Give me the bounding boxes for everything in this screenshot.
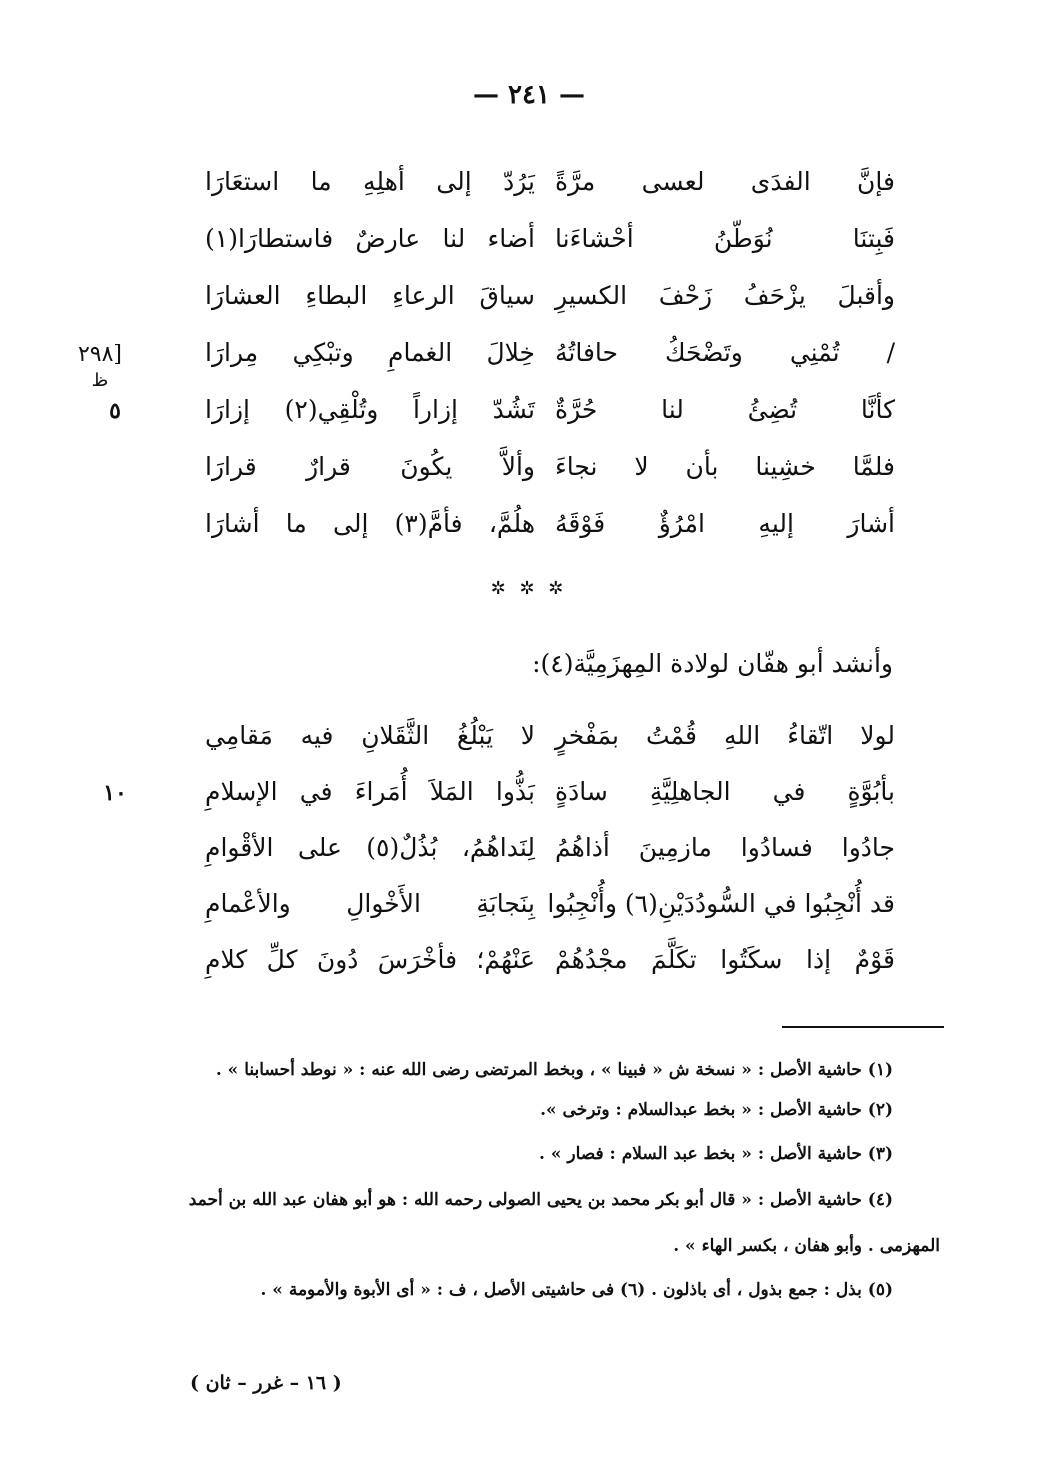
verse-1-first-hemistich: فإنَّ الفدَى لعسى مرَّةً bbox=[555, 167, 895, 196]
folio-number: [٢٩٨ bbox=[77, 342, 123, 367]
page-number: — ٢٤١ — bbox=[472, 80, 586, 110]
verse-9 bbox=[205, 768, 895, 816]
verse-7-first-hemistich: أشارَ إليهِ امْرُؤٌ فَوْقَهُ bbox=[555, 509, 895, 538]
verse-7-second-hemistich: هلُمَّ، فأمَّ(٣) إلى ما أشارَا bbox=[205, 509, 536, 538]
footnote-5-6: (٥) بذل : جمع بذول ، أى باذلون . (٦) فى حاشيتى الأصل ، ف : « أى الأبوة والأمومة » . bbox=[260, 1280, 893, 1300]
footnote-4-continuation: المهزمى . وأبو هفان ، بكسر الهاء » . bbox=[673, 1236, 940, 1256]
line-number-10: ١٠ bbox=[103, 780, 127, 806]
verse-4 bbox=[205, 329, 895, 377]
poem-introduction: وأنشد أبو هفّان لولادة المِهزَمِيَّة(٤): bbox=[532, 649, 893, 678]
verse-11 bbox=[205, 880, 895, 928]
footnote-3: (٣) حاشية الأصل : « بخط عبد السلام : فصار » . bbox=[539, 1144, 893, 1164]
verse-8-second-hemistich: لا يَبْلُغُ الثَّقَلانِ فيه مَقامِي bbox=[205, 721, 535, 750]
verse-10 bbox=[205, 824, 895, 872]
printer-signature: ( ١٦ – غرر – ثان ) bbox=[190, 1372, 342, 1394]
verse-10-second-hemistich: لِنَداهُمُ، بُذُلٌ(٥) على الأقْوامِ bbox=[205, 833, 535, 862]
line-number-5: ٥ bbox=[109, 398, 121, 424]
verse-4-second-hemistich: خِلالَ الغمامِ وتبْكِي مِرارَا bbox=[205, 338, 535, 367]
verse-5-first-hemistich: كأنَّا تُضِئُ لنا حُرَّةٌ bbox=[555, 395, 895, 424]
verse-11-first-hemistich: قد أُنْجِبُوا في السُّودُدَيْنِ(٦) وأُنْجِبُوا bbox=[547, 889, 895, 918]
verse-8 bbox=[205, 712, 895, 760]
footnote-1: (١) حاشية الأصل : « نسخة ش « فبينا » ، وبخط المرتضى رضى الله عنه : « نوطد أحسابنا » . bbox=[215, 1060, 893, 1080]
verse-3 bbox=[205, 272, 895, 320]
footnote-2: (٢) حاشية الأصل : « بخط عبدالسلام : وترخى ». bbox=[540, 1100, 893, 1120]
footnote-divider bbox=[782, 1026, 944, 1028]
verse-9-second-hemistich: بَذُّوا المَلاَ أُمَراءَ في الإسلامِ bbox=[205, 777, 535, 806]
verse-10-first-hemistich: جادُوا فسادُوا مازمِينَ أذاهُمُ bbox=[555, 833, 895, 862]
verse-8-first-hemistich: لولا اتّقاءُ اللهِ قُمْتُ بمَفْخرٍ bbox=[555, 721, 895, 750]
verse-3-second-hemistich: سياقَ الرعاءِ البطاءِ العشارَا bbox=[205, 281, 535, 310]
footnote-4: (٤) حاشية الأصل : « قال أبو بكر محمد بن يحيى الصولى رحمه الله : هو أبو هفان عبد الله بن أحمد bbox=[188, 1190, 893, 1210]
verse-11-second-hemistich: بِنَجابَةِ الأَخْوالِ والأعْمامِ bbox=[205, 889, 535, 918]
folio-reference bbox=[55, 342, 145, 394]
verse-1-second-hemistich: يَرُدّ إلى أهلِهِ ما استعَارَا bbox=[205, 167, 535, 196]
verse-3-first-hemistich: وأقبلَ يزْحَفُ زَحْفَ الكسيرِ bbox=[555, 281, 895, 310]
verse-2-first-hemistich: فَبِتنَا نُوَطّنُ أحْشاءَنا bbox=[555, 224, 895, 253]
verse-7 bbox=[205, 500, 895, 548]
verse-2 bbox=[205, 215, 895, 263]
verse-12 bbox=[205, 936, 895, 984]
verse-4-first-hemistich: / تُمْنِي وتَضْحَكُ حافاتُهُ bbox=[555, 338, 895, 367]
verse-12-second-hemistich: عَنْهُمْ؛ فأخْرَسَ دُونَ كلِّ كلامِ bbox=[205, 945, 535, 974]
verse-6-first-hemistich: فلمَّا خشِينا بأن لا نجاءَ bbox=[555, 452, 895, 481]
verse-12-first-hemistich: قَوْمٌ إذا سكَتُوا تكَلَّمَ مجْدُهُمْ bbox=[555, 945, 895, 974]
section-separator: ✲ ✲ ✲ bbox=[490, 578, 568, 599]
verse-5-second-hemistich: تَشُدّ إزاراً وتُلْقِي(٢) إزارَا bbox=[205, 395, 535, 424]
folio-side: ظ bbox=[91, 370, 109, 391]
verse-5 bbox=[205, 386, 895, 434]
verse-1 bbox=[205, 158, 895, 206]
verse-9-first-hemistich: بأبُوَّةٍ في الجاهلِيَّةِ سادَةٍ bbox=[555, 777, 895, 806]
verse-6 bbox=[205, 443, 895, 491]
verse-2-second-hemistich: أضاء لنا عارضٌ فاستطارَا(١) bbox=[205, 224, 535, 253]
verse-6-second-hemistich: وألاَّ يكُونَ قرارٌ قرارَا bbox=[205, 452, 535, 481]
